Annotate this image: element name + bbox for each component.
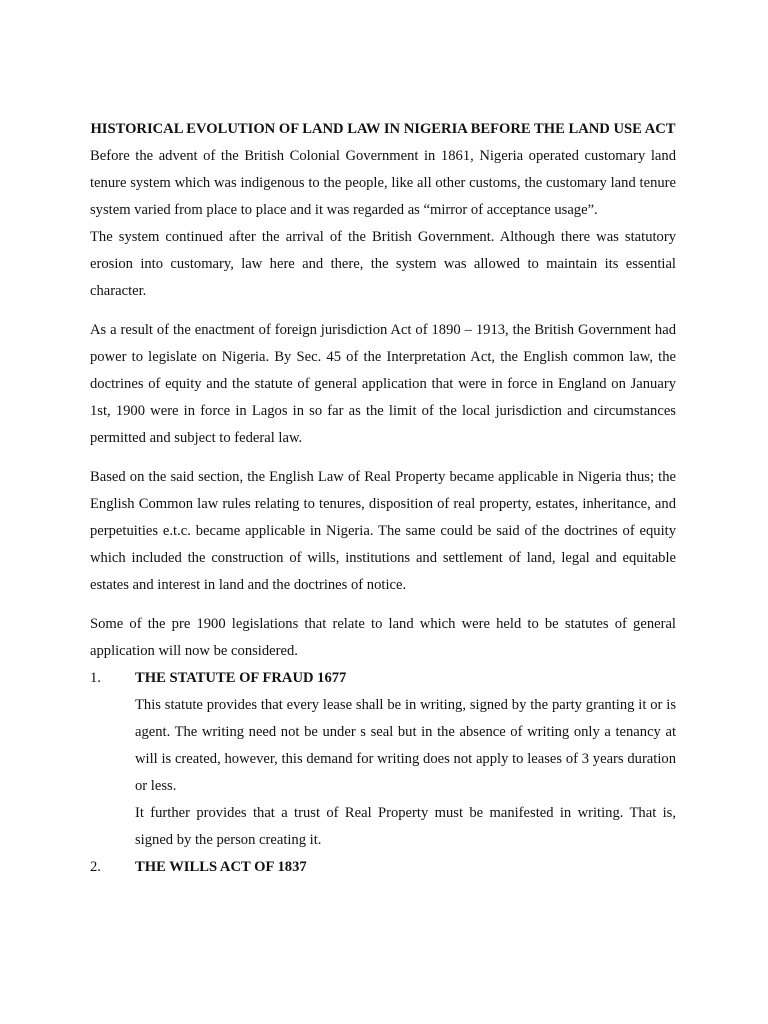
list-heading: THE STATUTE OF FRAUD 1677 xyxy=(135,670,347,686)
document-title: HISTORICAL EVOLUTION OF LAND LAW IN NIGERIA BEFORE THE LAND USE ACT xyxy=(90,121,676,137)
paragraph-english-law: Based on the said section, the English Law of Real Property became applicable in Nigeria thus; the English Common law rules relating to tenures, disposition of real property, estates, inheritance, and perpetuities e.t.c. became applicable in Nigeria. The same could be said of the doctrines of equity which included the construction of wills, institutions and settlement of land, legal and equitable estates and interest in land and the doctrines of notice. xyxy=(90,469,676,593)
list-number: 2. xyxy=(90,859,101,875)
paragraph-pre-1900-legislations: Some of the pre 1900 legislations that relate to land which were held to be statutes of general application will now be considered. xyxy=(90,616,676,659)
document-page xyxy=(90,116,676,881)
list-number: 1. xyxy=(90,670,101,686)
paragraph-foreign-jurisdiction: As a result of the enactment of foreign jurisdiction Act of 1890 – 1913, the British Government had power to legislate on Nigeria. By Sec. 45 of the Interpretation Act, the English common law, the doctrines of equity and the statute of general application that were in force in England on January 1st, 1900 were in force in Lagos in so far as the limit of the local jurisdiction and circumstances permitted and subject to federal law. xyxy=(90,322,676,446)
item-paragraph: This statute provides that every lease shall be in writing, signed by the party granting it or is agent. The writing need not be under s seal but in the absence of writing only a tenancy at will is created, however, this demand for writing does not apply to leases of 3 years duration or less. xyxy=(135,697,676,794)
paragraph-british-arrival: The system continued after the arrival of the British Government. Although there was statutory erosion into customary, law here and there, the system was allowed to maintain its essential character. xyxy=(90,229,676,299)
item-paragraph: It further provides that a trust of Real Property must be manifested in writing. That is, signed by the person creating it. xyxy=(135,805,676,848)
list-item-wills-act xyxy=(90,854,676,881)
list-heading: THE WILLS ACT OF 1837 xyxy=(135,859,307,875)
list-item-statute-of-fraud xyxy=(90,665,676,692)
paragraph-customary-tenure: Before the advent of the British Colonial Government in 1861, Nigeria operated customary land tenure system which was indigenous to the people, like all other customs, the customary land tenure system varied from place to place and it was regarded as “mirror of acceptance usage”. xyxy=(90,148,676,218)
